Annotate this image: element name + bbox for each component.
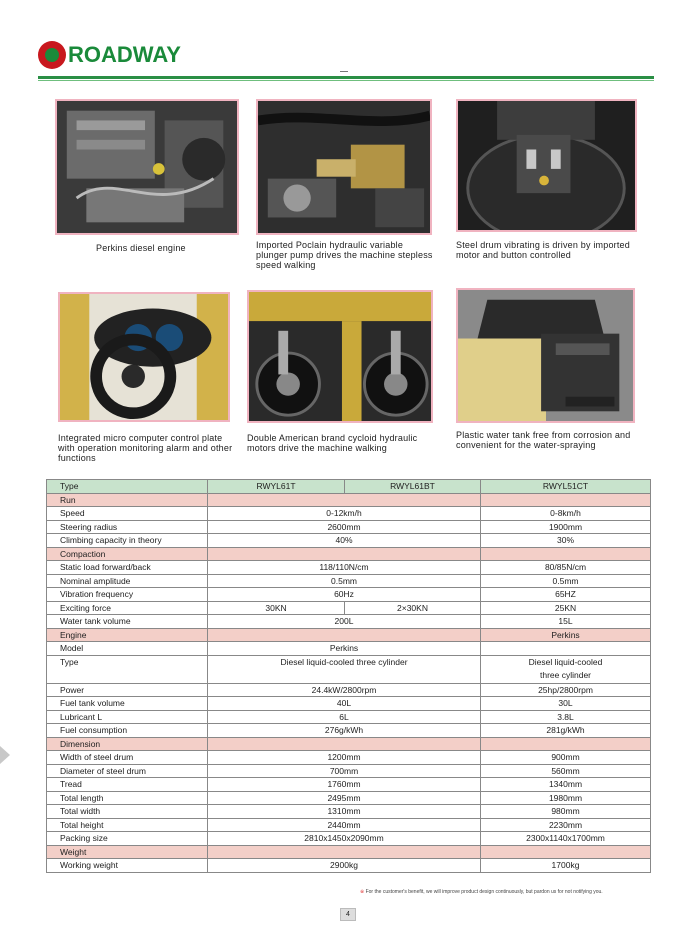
row-value: 80/85N/cm xyxy=(481,561,651,575)
table-row xyxy=(47,642,651,656)
row-value: 25hp/2800rpm xyxy=(481,683,651,697)
footnote-star: ※ xyxy=(360,889,365,895)
table-row xyxy=(47,588,651,602)
row-label: Exciting force xyxy=(47,601,208,615)
row-value: 700mm xyxy=(208,764,481,778)
row-label: Lubricant L xyxy=(47,710,208,724)
row-label: Water tank volume xyxy=(47,615,208,629)
hydraulic-pump-photo xyxy=(256,99,432,235)
row-label: Total height xyxy=(47,818,208,832)
row-label: Total width xyxy=(47,805,208,819)
row-value: 30KN xyxy=(208,601,345,615)
row-value: 900mm xyxy=(481,751,651,765)
photo-caption-4: Integrated micro computer control plate with operation monitoring alarm and other functions xyxy=(58,433,233,463)
table-row xyxy=(47,764,651,778)
section-label: Engine xyxy=(47,628,208,642)
table-row xyxy=(47,507,651,521)
row-value: 6L xyxy=(208,710,481,724)
roadway-logo xyxy=(38,38,181,72)
row-value: 2600mm xyxy=(208,520,481,534)
row-label: Width of steel drum xyxy=(47,751,208,765)
row-value-line: three cylinder xyxy=(539,670,592,680)
side-marker xyxy=(0,746,10,764)
row-value: 2300x1140x1700mm xyxy=(481,832,651,846)
row-value: 1310mm xyxy=(208,805,481,819)
photo-caption-2: Imported Poclain hydraulic variable plunger pump drives the machine stepless speed walking xyxy=(256,240,433,270)
table-row xyxy=(47,697,651,711)
table-row xyxy=(47,655,651,683)
row-value: Perkins xyxy=(481,628,651,642)
section-label: Compaction xyxy=(47,547,208,561)
steel-drum-photo xyxy=(456,99,637,232)
spec-table xyxy=(46,479,651,873)
table-row xyxy=(47,724,651,738)
row-value: 276g/kWh xyxy=(208,724,481,738)
row-label: Fuel consumption xyxy=(47,724,208,738)
table-row xyxy=(47,818,651,832)
cycloid-motor-photo xyxy=(247,290,433,423)
table-row xyxy=(47,751,651,765)
photo-caption-1: Perkins diesel engine xyxy=(96,243,186,253)
table-row xyxy=(47,601,651,615)
row-label: Steering radius xyxy=(47,520,208,534)
row-label: Fuel tank volume xyxy=(47,697,208,711)
table-row xyxy=(47,710,651,724)
diesel-engine-photo xyxy=(55,99,239,235)
header-model-1: RWYL61T xyxy=(208,480,345,494)
roadway-logo-icon xyxy=(38,41,66,69)
row-label: Power xyxy=(47,683,208,697)
section-run xyxy=(47,493,651,507)
table-header-row xyxy=(47,480,651,494)
row-value: 2810x1450x2090mm xyxy=(208,832,481,846)
row-value: 1980mm xyxy=(481,791,651,805)
row-value: 2×30KN xyxy=(345,601,481,615)
row-value: 1900mm xyxy=(481,520,651,534)
row-value: 1700kg xyxy=(481,859,651,873)
section-compaction xyxy=(47,547,651,561)
row-value xyxy=(481,655,651,683)
row-value: 0.5mm xyxy=(481,574,651,588)
row-value: 1200mm xyxy=(208,751,481,765)
row-value: 15L xyxy=(481,615,651,629)
header-type-label: Type xyxy=(47,480,208,494)
section-engine xyxy=(47,628,651,642)
row-label: Nominal amplitude xyxy=(47,574,208,588)
row-label: Speed xyxy=(47,507,208,521)
photo-caption-3: Steel drum vibrating is driven by imported motor and button controlled xyxy=(456,240,630,260)
header-model-3: RWYL51CT xyxy=(481,480,651,494)
row-value: Diesel liquid-cooled three cylinder xyxy=(208,655,481,683)
table-row xyxy=(47,805,651,819)
row-value: 0-8km/h xyxy=(481,507,651,521)
control-panel-photo xyxy=(58,292,230,422)
brand-name: ROADWAY xyxy=(68,42,181,67)
row-label: Static load forward/back xyxy=(47,561,208,575)
header-rule xyxy=(38,76,654,79)
table-row xyxy=(47,791,651,805)
row-value: 40% xyxy=(208,534,481,548)
footnote-text: For the customer's benefit, we will improve product design continuously, but pardon us for not notifying you. xyxy=(365,889,603,895)
row-value: 2495mm xyxy=(208,791,481,805)
section-label: Weight xyxy=(47,845,208,859)
row-value: 2440mm xyxy=(208,818,481,832)
table-row xyxy=(47,778,651,792)
header-rule-thin xyxy=(38,80,654,81)
row-value: 118/110N/cm xyxy=(208,561,481,575)
row-value: 2900kg xyxy=(208,859,481,873)
page-number: 4 xyxy=(340,908,356,921)
row-label: Vibration frequency xyxy=(47,588,208,602)
row-value: 24.4kW/2800rpm xyxy=(208,683,481,697)
row-value: 60Hz xyxy=(208,588,481,602)
row-value xyxy=(481,642,651,656)
table-row xyxy=(47,615,651,629)
row-label: Model xyxy=(47,642,208,656)
row-label: Total length xyxy=(47,791,208,805)
table-row xyxy=(47,520,651,534)
row-value: 560mm xyxy=(481,764,651,778)
row-label: Packing size xyxy=(47,832,208,846)
section-label: Run xyxy=(47,493,208,507)
row-value: 1340mm xyxy=(481,778,651,792)
table-row xyxy=(47,832,651,846)
row-value: 2230mm xyxy=(481,818,651,832)
row-value: 1760mm xyxy=(208,778,481,792)
row-value: 3.8L xyxy=(481,710,651,724)
row-label: Climbing capacity in theory xyxy=(47,534,208,548)
footnote xyxy=(360,889,603,895)
header-model-2: RWYL61BT xyxy=(345,480,481,494)
row-value: 40L xyxy=(208,697,481,711)
row-label: Working weight xyxy=(47,859,208,873)
table-row xyxy=(47,561,651,575)
row-value: 65HZ xyxy=(481,588,651,602)
row-value: 0-12km/h xyxy=(208,507,481,521)
row-value: Perkins xyxy=(208,642,481,656)
photo-caption-6: Plastic water tank free from corrosion and convenient for the water-spraying xyxy=(456,430,631,450)
section-dimension xyxy=(47,737,651,751)
row-value-line: Diesel liquid-cooled xyxy=(528,657,603,667)
table-row xyxy=(47,859,651,873)
section-label: Dimension xyxy=(47,737,208,751)
photo-caption-5: Double American brand cycloid hydraulic motors drive the machine walking xyxy=(247,433,418,453)
row-value: 281g/kWh xyxy=(481,724,651,738)
row-label: Type xyxy=(47,655,208,683)
row-value: 0.5mm xyxy=(208,574,481,588)
row-value: 30% xyxy=(481,534,651,548)
row-value: 25KN xyxy=(481,601,651,615)
table-row xyxy=(47,683,651,697)
table-row xyxy=(47,574,651,588)
row-label: Diameter of steel drum xyxy=(47,764,208,778)
water-tank-photo xyxy=(456,288,635,423)
row-value: 980mm xyxy=(481,805,651,819)
table-row xyxy=(47,534,651,548)
section-weight xyxy=(47,845,651,859)
row-value: 200L xyxy=(208,615,481,629)
row-label: Tread xyxy=(47,778,208,792)
header-tick xyxy=(340,71,348,72)
row-value: 30L xyxy=(481,697,651,711)
